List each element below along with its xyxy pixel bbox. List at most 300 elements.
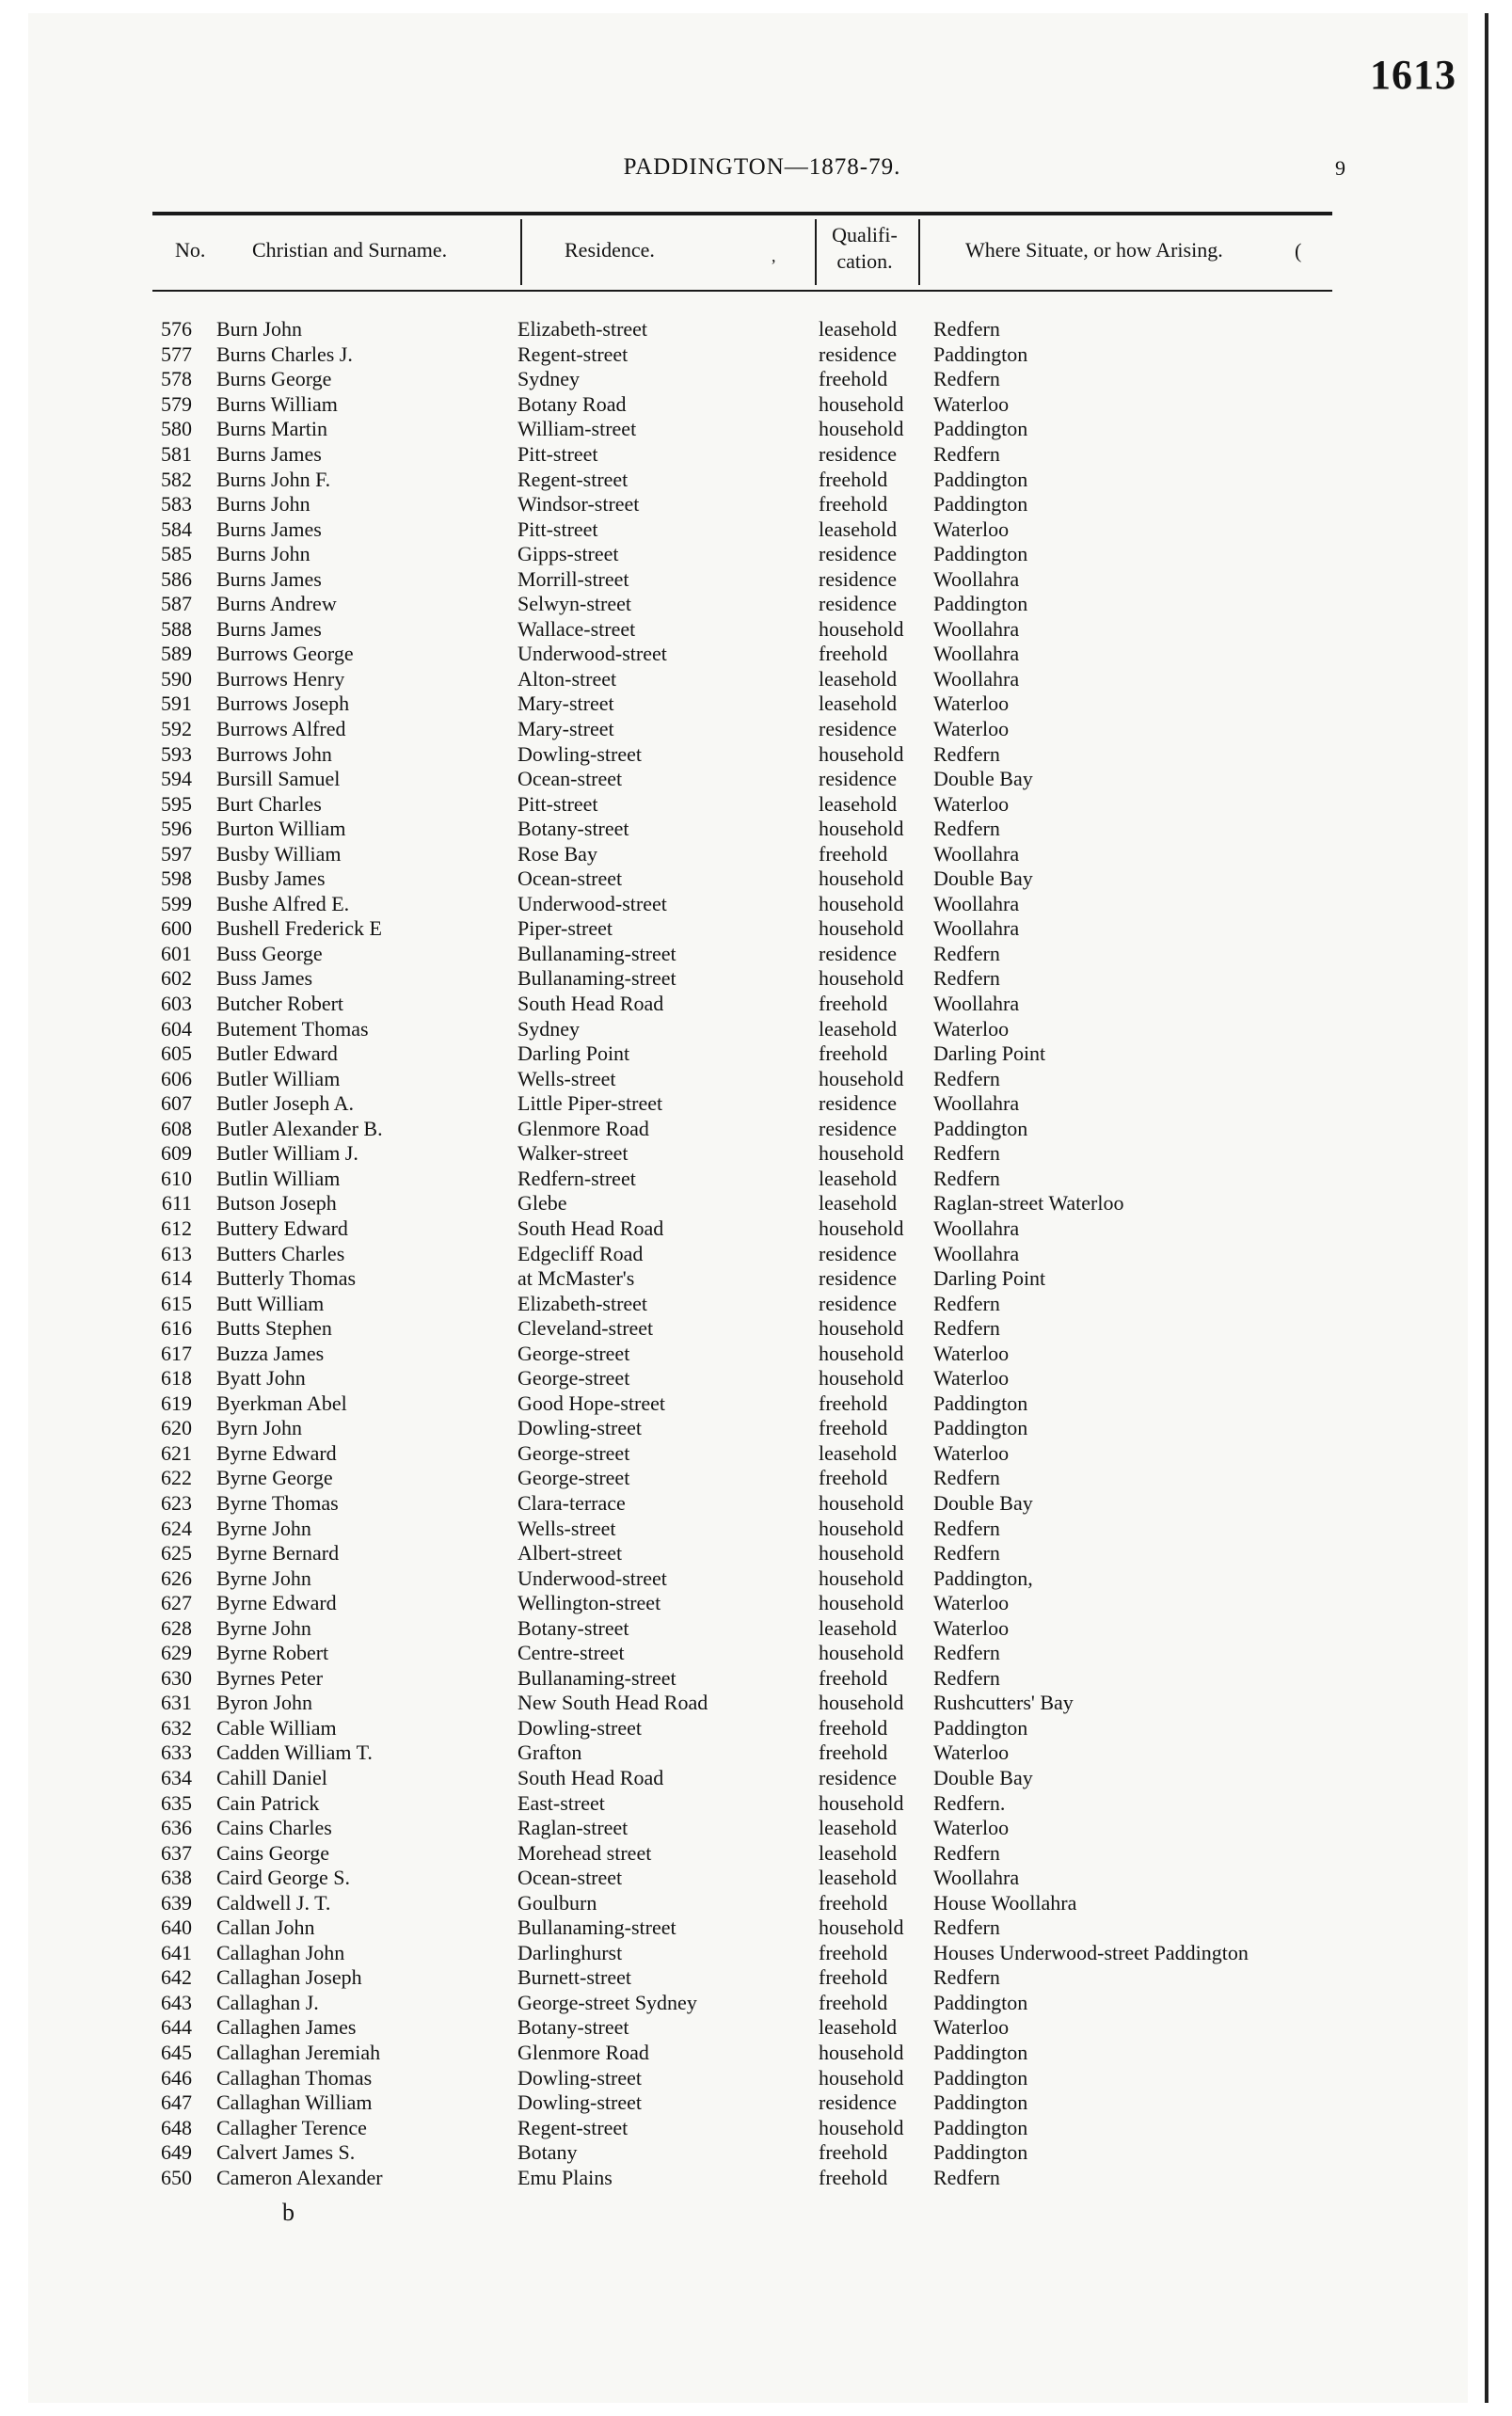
row-number: 613 [161, 1241, 192, 1265]
where-situate-cell: Paddington [933, 2041, 1028, 2064]
table-row [132, 1291, 1329, 1316]
row-number: 622 [161, 1466, 192, 1490]
qualification-cell: leasehold [819, 1440, 898, 1465]
table-row [132, 667, 1329, 692]
where-situate-cell: Paddington [933, 417, 1028, 441]
where-situate-cell: House Woollahra [933, 1890, 1077, 1915]
where-situate-cell: Paddington [933, 1391, 1028, 1415]
table-row [132, 1740, 1329, 1766]
where-situate-cell: Waterloo [933, 1740, 1010, 1765]
where-situate-cell: Paddington [933, 1416, 1028, 1440]
where-situate-cell: Waterloo [933, 1366, 1010, 1391]
row-number: 610 [161, 1166, 192, 1190]
table-row [132, 741, 1329, 767]
row-number: 578 [161, 367, 192, 391]
elector-name: Caird George S. [216, 1866, 350, 1890]
qualification-cell: household [819, 1316, 904, 1341]
residence-cell: Good Hope-street [517, 1391, 666, 1415]
elector-name: Butement Thomas [216, 1016, 369, 1041]
elector-name: Byron John [216, 1691, 313, 1715]
qualification-cell: residence [819, 542, 898, 566]
row-number: 612 [161, 1216, 192, 1240]
page-number: 1613 [1370, 52, 1456, 98]
qualification-cell: freehold [819, 2140, 888, 2165]
where-situate-cell: Redfern. [933, 1790, 1006, 1815]
table-row [132, 1266, 1329, 1292]
elector-name: Burns Charles J. [216, 342, 353, 366]
qualification-cell: household [819, 1541, 904, 1566]
elector-name: Busby William [216, 841, 342, 866]
table-row [132, 1341, 1329, 1366]
table-row [132, 2041, 1329, 2066]
residence-cell: Edgecliff Road [517, 1241, 644, 1265]
row-number: 576 [161, 317, 192, 342]
residence-cell: Wells-street [517, 1066, 616, 1090]
column-header-no: No. [175, 238, 206, 262]
row-number: 642 [161, 1965, 192, 1990]
residence-cell: George-street Sydney [517, 1990, 697, 2014]
table-row [132, 1091, 1329, 1117]
where-situate-cell: Redfern [933, 1541, 1000, 1566]
where-situate-cell: Redfern [933, 317, 1000, 342]
column-header-qualification: Qualifi-cation. [832, 223, 898, 273]
table-row [132, 1041, 1329, 1067]
qualification-cell: household [819, 391, 904, 416]
table-row [132, 566, 1329, 592]
row-number: 633 [161, 1740, 192, 1765]
qualification-cell: freehold [819, 1990, 888, 2014]
table-row [132, 2165, 1329, 2190]
residence-cell: Centre-street [517, 1641, 625, 1665]
table-row [132, 892, 1329, 917]
residence-cell: Wallace-street [517, 616, 636, 641]
residence-cell: Glenmore Road [517, 2041, 649, 2064]
residence-cell: South Head Road [517, 992, 664, 1016]
qualification-cell: residence [819, 1241, 898, 1265]
residence-cell: Wells-street [517, 1516, 616, 1540]
qualification-cell: freehold [819, 367, 888, 391]
where-situate-cell: Redfern [933, 966, 1000, 991]
elector-name: Butters Charles [216, 1241, 345, 1265]
where-situate-cell: Waterloo [933, 1591, 1010, 1615]
elector-list-table [132, 317, 1329, 2190]
row-number: 619 [161, 1391, 192, 1415]
row-number: 631 [161, 1691, 192, 1715]
where-situate-cell: Woollahra [933, 666, 1020, 691]
table-row [132, 767, 1329, 792]
where-situate-cell: Redfern [933, 1641, 1000, 1665]
elector-name: Burton William [216, 817, 346, 841]
elector-name: Callaghan William [216, 2090, 373, 2115]
signature-mark: b [282, 2199, 294, 2226]
row-number: 637 [161, 1840, 192, 1865]
qualification-cell: residence [819, 717, 898, 741]
table-row [132, 866, 1329, 892]
residence-cell: Morehead street [517, 1840, 652, 1865]
row-number: 581 [161, 442, 192, 466]
where-situate-cell: Redfern [933, 741, 1000, 766]
qualification-cell: leasehold [819, 791, 898, 816]
page-heading: PADDINGTON—1878-79. [623, 154, 901, 180]
qualification-cell: residence [819, 1116, 898, 1140]
residence-cell: Underwood-street [517, 642, 667, 666]
residence-cell: George-street [517, 1440, 630, 1465]
row-number: 639 [161, 1890, 192, 1915]
elector-name: Burns John [216, 492, 310, 517]
row-number: 646 [161, 2065, 192, 2090]
elector-name: Bushell Frederick E [216, 916, 382, 941]
residence-cell: Dowling-street [517, 741, 642, 766]
table-row [132, 2140, 1329, 2166]
where-situate-cell: Paddington, [933, 1566, 1033, 1590]
residence-cell: Botany [517, 2140, 578, 2165]
elector-name: Burrows Henry [216, 666, 345, 691]
qualification-cell: freehold [819, 1740, 888, 1765]
residence-cell: Morrill-street [517, 566, 629, 591]
where-situate-cell: Redfern [933, 1141, 1000, 1166]
where-situate-cell: Paddington [933, 542, 1028, 566]
elector-name: Byerkman Abel [216, 1391, 347, 1415]
table-row [132, 992, 1329, 1017]
elector-name: Burns John [216, 542, 310, 566]
elector-name: Burns James [216, 566, 322, 591]
where-situate-cell: Redfern [933, 1516, 1000, 1540]
where-situate-cell: Waterloo [933, 791, 1010, 816]
qualification-cell: household [819, 966, 904, 991]
elector-name: Buzza James [216, 1341, 325, 1365]
header-top-rule [152, 212, 1332, 215]
where-situate-cell: Woollahra [933, 1216, 1020, 1240]
elector-name: Butlin William [216, 1166, 341, 1190]
table-row [132, 542, 1329, 567]
qualification-cell: household [819, 1591, 904, 1615]
row-number: 634 [161, 1765, 192, 1789]
qualification-cell: household [819, 1566, 904, 1590]
residence-cell: Mary-street [517, 717, 614, 741]
elector-name: Byrne Thomas [216, 1490, 339, 1515]
row-number: 587 [161, 592, 192, 616]
table-row [132, 1816, 1329, 1841]
column-divider [918, 219, 920, 285]
where-situate-cell: Redfern [933, 1665, 1000, 1690]
qualification-cell: freehold [819, 1416, 888, 1440]
residence-cell: South Head Road [517, 1765, 664, 1789]
qualification-cell: household [819, 741, 904, 766]
elector-name: Busby James [216, 866, 326, 891]
elector-name: Byrn John [216, 1416, 303, 1440]
qualification-cell: household [819, 1066, 904, 1090]
row-number: 599 [161, 891, 192, 915]
table-row [132, 1641, 1329, 1666]
qualification-cell: freehold [819, 1391, 888, 1415]
row-number: 614 [161, 1266, 192, 1291]
qualification-cell: leasehold [819, 1615, 898, 1640]
table-row [132, 1890, 1329, 1915]
elector-name: Byrne Bernard [216, 1541, 340, 1566]
residence-cell: George-street [517, 1341, 630, 1365]
where-situate-cell: Double Bay [933, 866, 1033, 891]
row-number: 598 [161, 866, 192, 891]
row-number: 620 [161, 1416, 192, 1440]
qualification-cell: freehold [819, 1940, 888, 1964]
qualification-cell: household [819, 1216, 904, 1240]
qualification-cell: household [819, 1516, 904, 1540]
row-number: 597 [161, 841, 192, 866]
table-row [132, 1615, 1329, 1641]
row-number: 590 [161, 666, 192, 691]
where-situate-cell: Rushcutters' Bay [933, 1691, 1074, 1715]
elector-name: Burn John [216, 317, 303, 342]
qualification-cell: leasehold [819, 317, 898, 342]
elector-name: Butler Joseph A. [216, 1091, 355, 1116]
residence-cell: Windsor-street [517, 492, 640, 517]
row-number: 579 [161, 391, 192, 416]
table-row [132, 1391, 1329, 1417]
qualification-cell: household [819, 1141, 904, 1166]
table-row [132, 1366, 1329, 1391]
qualification-cell: household [819, 866, 904, 891]
elector-name: Burns Andrew [216, 592, 337, 616]
where-situate-cell: Double Bay [933, 1765, 1033, 1789]
qualification-cell: freehold [819, 1965, 888, 1990]
residence-cell: Gipps-street [517, 542, 619, 566]
residence-cell: at McMaster's [517, 1266, 635, 1291]
qualification-cell: residence [819, 342, 898, 366]
row-number: 606 [161, 1066, 192, 1090]
residence-cell: Botany Road [517, 391, 627, 416]
elector-name: Burt Charles [216, 791, 322, 816]
qualification-cell: leasehold [819, 2015, 898, 2040]
table-row [132, 1241, 1329, 1266]
elector-name: Callaghan Thomas [216, 2065, 373, 2090]
header-bottom-rule [152, 290, 1332, 292]
qualification-cell: freehold [819, 492, 888, 517]
qualification-cell: freehold [819, 467, 888, 491]
table-row [132, 717, 1329, 742]
row-number: 627 [161, 1591, 192, 1615]
where-situate-cell: Paddington [933, 1715, 1028, 1740]
elector-name: Burrows George [216, 642, 354, 666]
residence-cell: Botany-street [517, 817, 629, 841]
table-row [132, 367, 1329, 392]
residence-cell: Darling Point [517, 1041, 630, 1066]
where-situate-cell: Waterloo [933, 1016, 1010, 1041]
qualification-cell: freehold [819, 1890, 888, 1915]
elector-name: Byatt John [216, 1366, 306, 1391]
elector-name: Byrnes Peter [216, 1665, 324, 1690]
row-number: 644 [161, 2015, 192, 2040]
row-number: 593 [161, 741, 192, 766]
qualification-cell: residence [819, 1266, 898, 1291]
where-situate-cell: Paddington [933, 2140, 1028, 2165]
row-number: 649 [161, 2140, 192, 2165]
residence-cell: Darlinghurst [517, 1940, 623, 1964]
elector-name: Buttery Edward [216, 1216, 348, 1240]
elector-name: Buss George [216, 941, 323, 965]
residence-cell: Rose Bay [517, 841, 597, 866]
row-number: 609 [161, 1141, 192, 1166]
table-row [132, 1965, 1329, 1991]
elector-name: Byrne George [216, 1466, 333, 1490]
row-number: 628 [161, 1615, 192, 1640]
table-row [132, 642, 1329, 667]
table-row [132, 1566, 1329, 1591]
elector-name: Burrows Alfred [216, 717, 346, 741]
elector-name: Byrne Robert [216, 1641, 329, 1665]
where-situate-cell: Waterloo [933, 2015, 1010, 2040]
qualification-cell: freehold [819, 642, 888, 666]
row-number: 577 [161, 342, 192, 366]
table-row [132, 1941, 1329, 1966]
qualification-cell: leasehold [819, 1191, 898, 1216]
qualification-cell: freehold [819, 2165, 888, 2189]
table-row [132, 1016, 1329, 1041]
table-row [132, 1167, 1329, 1192]
elector-name: Byrne Edward [216, 1591, 337, 1615]
elector-name: Callaghan J. [216, 1990, 319, 2014]
elector-name: Butler Alexander B. [216, 1116, 383, 1140]
residence-cell: Botany-street [517, 1615, 629, 1640]
where-situate-cell: Woollahra [933, 1866, 1020, 1890]
column-divider [520, 219, 522, 285]
row-number: 641 [161, 1940, 192, 1964]
table-row [132, 1666, 1329, 1692]
qualification-cell: household [819, 1341, 904, 1365]
table-row [132, 966, 1329, 992]
where-situate-cell: Paddington [933, 1990, 1028, 2014]
residence-cell: Bullanaming-street [517, 966, 676, 991]
elector-name: Butler William J. [216, 1141, 358, 1166]
where-situate-cell: Double Bay [933, 1490, 1033, 1515]
elector-name: Callaghan Joseph [216, 1965, 362, 1990]
table-row [132, 1117, 1329, 1142]
qualification-cell: leasehold [819, 1840, 898, 1865]
where-situate-cell: Paddington [933, 492, 1028, 517]
elector-name: Cain Patrick [216, 1790, 320, 1815]
table-row [132, 1915, 1329, 1941]
elector-name: Butt William [216, 1291, 325, 1315]
qualification-cell: household [819, 1366, 904, 1391]
row-number: 594 [161, 767, 192, 791]
table-row [132, 1466, 1329, 1491]
where-situate-cell: Redfern [933, 1066, 1000, 1090]
row-number: 608 [161, 1116, 192, 1140]
where-situate-cell: Waterloo [933, 691, 1010, 716]
elector-name: Cahill Daniel [216, 1765, 327, 1789]
row-number: 621 [161, 1440, 192, 1465]
residence-cell: Ocean-street [517, 767, 623, 791]
table-row [132, 1790, 1329, 1816]
where-situate-cell: Redfern [933, 1965, 1000, 1990]
table-row [132, 841, 1329, 866]
qualification-cell: freehold [819, 1665, 888, 1690]
row-number: 640 [161, 1915, 192, 1940]
table-row [132, 417, 1329, 442]
table-row [132, 791, 1329, 817]
residence-cell: George-street [517, 1466, 630, 1490]
elector-name: Burns John F. [216, 467, 331, 491]
table-row [132, 1766, 1329, 1791]
qualification-cell: leasehold [819, 1166, 898, 1190]
elector-name: Butler Edward [216, 1041, 338, 1066]
residence-cell: Cleveland-street [517, 1316, 654, 1341]
residence-cell: Glebe [517, 1191, 567, 1216]
qualification-cell: leasehold [819, 691, 898, 716]
residence-cell: Raglan-street [517, 1816, 629, 1840]
residence-cell: Sydney [517, 367, 580, 391]
qualification-cell: residence [819, 566, 898, 591]
row-number: 607 [161, 1091, 192, 1116]
row-number: 595 [161, 791, 192, 816]
row-number: 605 [161, 1041, 192, 1066]
where-situate-cell: Paddington [933, 2115, 1028, 2139]
row-number: 615 [161, 1291, 192, 1315]
table-row [132, 517, 1329, 542]
sheet-number: 9 [1335, 156, 1345, 180]
elector-name: Butson Joseph [216, 1191, 337, 1216]
table-row [132, 1191, 1329, 1216]
residence-cell: William-street [517, 417, 637, 441]
elector-name: Burrows Joseph [216, 691, 350, 716]
elector-name: Callaghan John [216, 1940, 345, 1964]
table-row [132, 1716, 1329, 1741]
where-situate-cell: Redfern [933, 1291, 1000, 1315]
elector-list-body [132, 317, 1329, 2190]
table-row [132, 592, 1329, 617]
row-number: 591 [161, 691, 192, 716]
where-situate-cell: Redfern [933, 1466, 1000, 1490]
where-situate-cell: Redfern [933, 367, 1000, 391]
table-row [132, 1840, 1329, 1866]
row-number: 588 [161, 616, 192, 641]
row-number: 617 [161, 1341, 192, 1365]
elector-name: Burns James [216, 616, 322, 641]
elector-name: Caldwell J. T. [216, 1890, 331, 1915]
where-situate-cell: Redfern [933, 442, 1000, 466]
qualification-cell: freehold [819, 1041, 888, 1066]
residence-cell: Elizabeth-street [517, 1291, 648, 1315]
qualification-cell: residence [819, 1291, 898, 1315]
table-row [132, 317, 1329, 342]
row-number: 648 [161, 2115, 192, 2139]
where-situate-cell: Woollahra [933, 1241, 1020, 1265]
elector-name: Callaghen James [216, 2015, 357, 2040]
qualification-cell: residence [819, 941, 898, 965]
row-number: 629 [161, 1641, 192, 1665]
row-number: 601 [161, 941, 192, 965]
where-situate-cell: Waterloo [933, 391, 1010, 416]
elector-name: Callan John [216, 1915, 315, 1940]
row-number: 630 [161, 1665, 192, 1690]
residence-cell: George-street [517, 1366, 630, 1391]
row-number: 616 [161, 1316, 192, 1341]
elector-name: Cains Charles [216, 1816, 332, 1840]
qualification-cell: freehold [819, 1715, 888, 1740]
residence-cell: Pitt-street [517, 442, 598, 466]
residence-cell: Regent-street [517, 2115, 629, 2139]
column-header-where: Where Situate, or how Arising. [965, 238, 1223, 262]
residence-cell: Underwood-street [517, 1566, 667, 1590]
qualification-cell: leasehold [819, 1016, 898, 1041]
residence-cell: Little Piper-street [517, 1091, 663, 1116]
table-row [132, 916, 1329, 942]
table-row [132, 617, 1329, 643]
where-situate-cell: Woollahra [933, 1091, 1020, 1116]
elector-name: Butcher Robert [216, 992, 344, 1016]
where-situate-cell: Waterloo [933, 1440, 1010, 1465]
where-situate-cell: Paddington [933, 467, 1028, 491]
elector-name: Callagher Terence [216, 2115, 367, 2139]
